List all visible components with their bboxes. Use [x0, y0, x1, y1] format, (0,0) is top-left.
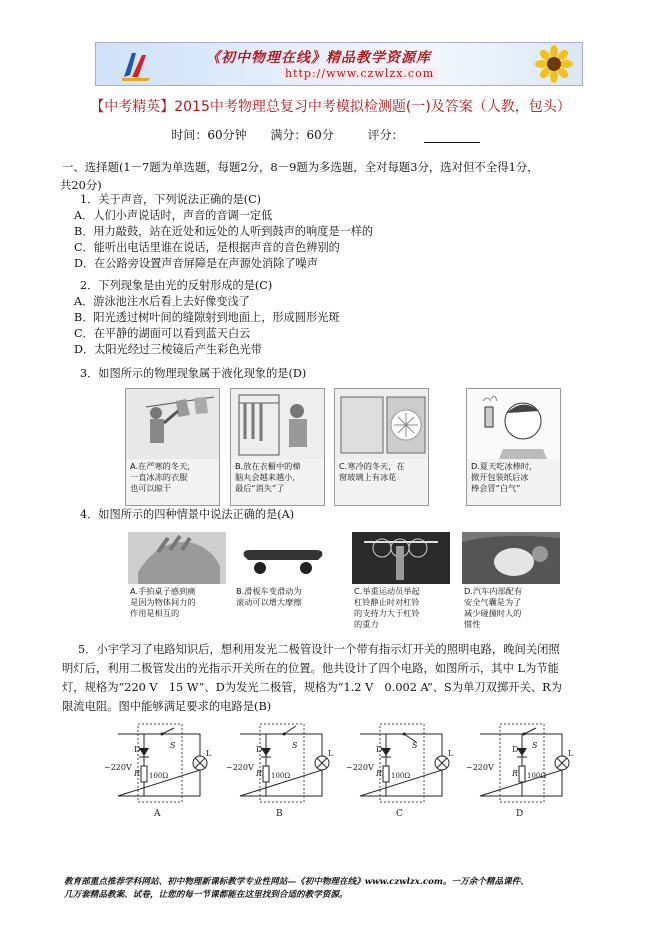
circuit-label: C: [396, 809, 403, 819]
total-score-label: 满分：60分: [270, 128, 334, 142]
option-c: C．能听出电话里谁在说话，是根据声音的音色辨别的: [74, 241, 340, 254]
section-intro-line2: 共20分): [60, 178, 102, 192]
diode-icon: [517, 748, 527, 756]
question-stem: 1．关于声音，下列说法正确的是(C): [80, 193, 262, 206]
switch-pivot: [403, 733, 406, 736]
diode-label: D: [134, 745, 141, 754]
section-intro-line1: 一、选择题(1－7题为单选题，每题2分，8－9题为多选题，全对每题3分，选对但不全得1分，: [62, 160, 539, 174]
q3-figure-a: [125, 388, 220, 506]
lamp-label: L: [448, 749, 454, 758]
score-label: 评分：: [367, 128, 404, 142]
question-5-line4: 限流电阻。图中能够满足要求的电路是(B): [62, 700, 272, 713]
lamp-label: L: [328, 749, 334, 758]
q4-figure-a: [128, 532, 226, 636]
voltage-label: ~220V: [104, 763, 132, 772]
option-d: D．在公路旁设置声音屏障是在声源处消除了噪声: [74, 257, 318, 270]
figure-caption: B.放在衣橱中的樟 脑丸会越来越小， 最后“消失”了: [235, 461, 301, 493]
diode-icon: [261, 748, 271, 756]
figure-caption: D.汽车内部配有 安全气囊是为了 减少碰撞时人的 惯性: [464, 586, 523, 629]
q4-figure-d: [462, 532, 560, 636]
resistor-icon: [263, 766, 269, 782]
voltage-label: ~220V: [346, 763, 374, 772]
header-banner: [95, 42, 583, 86]
voltage-label: ~220V: [226, 763, 254, 772]
voltage-label: ~220V: [466, 763, 494, 772]
switch-label: S: [292, 741, 298, 750]
switch-pivot: [161, 733, 164, 736]
lamp-label: L: [568, 749, 574, 758]
figure-caption: D.夏天吃冰棒时， 掀开包装纸后冰 棒会冒“白气”: [471, 461, 538, 493]
option-c: C．在平静的湖面可以看到蓝天白云: [74, 327, 251, 340]
switch-blade-icon: [524, 728, 536, 734]
circuit-label: B: [276, 809, 283, 819]
switch-housing: [138, 724, 182, 802]
diode-icon: [381, 748, 391, 756]
circuit-c: [346, 720, 456, 820]
option-a: A．游泳池注水后看上去好像变浅了: [74, 295, 250, 308]
question-3-stem: 3．如图所示的物理现象属于液化现象的是(D): [80, 367, 307, 380]
switch-blade-icon: [162, 728, 174, 734]
document-title: 【中考精英】2015中考物理总复习中考模拟检测题(一)及答案（人教，包头）: [90, 99, 571, 115]
option-b: B．阳光透过树叶间的缝隙射到地面上，形成圆形光斑: [74, 311, 340, 324]
resistor-icon: [383, 766, 389, 782]
diode-label: D: [256, 745, 263, 754]
score-field: [358, 128, 490, 142]
lamp-label: L: [206, 749, 212, 758]
circuit-d: [466, 720, 576, 820]
resistance-label: 100Ω: [391, 772, 411, 780]
resistance-label: 100Ω: [271, 772, 291, 780]
figure-caption: C.寒冷的冬天，在 窗玻璃上有冰花: [339, 461, 405, 482]
resistor-label: R: [376, 769, 383, 778]
banner-url[interactable]: http://www.czwlzx.com: [281, 67, 438, 80]
section-intro: [62, 158, 539, 194]
option-d: D．太阳光经过三棱镜后产生彩色光带: [74, 343, 262, 356]
circuit-label: A: [154, 809, 161, 819]
car-airbag-icon: [462, 532, 560, 584]
page-footer: [64, 876, 624, 902]
switch-label: S: [412, 741, 418, 750]
boy-popsicle-icon: [467, 389, 561, 459]
switch-pivot: [523, 733, 526, 736]
diode-icon: [139, 748, 149, 756]
q4-figure-b: [234, 532, 332, 636]
exam-meta: [0, 126, 661, 143]
question-1: [74, 192, 374, 272]
question-2: [74, 278, 340, 358]
switch-blade-icon: [284, 726, 296, 734]
footer-line2: 几万套精品教案、试卷，让您的每一节课都能在这里找到合适的教学资源。: [64, 890, 348, 900]
diode-label: D: [512, 745, 519, 754]
q4-figure-c: [352, 532, 450, 636]
resistor-label: R: [512, 769, 519, 778]
circuit-label: D: [516, 809, 524, 819]
figure-caption: B.滑板车变滑动为 滚动可以增大摩擦: [236, 586, 302, 607]
frozen-clothes-icon: [126, 389, 220, 459]
figure-caption: A.手拍桌子感到痛 是因为物体间力的 作用是相互的: [130, 586, 196, 618]
q3-figure-c: [334, 388, 429, 506]
resistance-label: 100Ω: [527, 772, 547, 780]
question-5-line3: 灯，规格为“220 V 15 W”、D为发光二极管，规格为“1.2 V 0.002 A”、S为单刀双掷开关、R为: [62, 681, 562, 694]
figure-caption: C.举重运动员举起 杠铃静止时对杠铃 的支持力大于杠铃 的重力: [354, 586, 420, 629]
switch-housing: [380, 724, 424, 802]
option-a: A．人们小声说话时，声音的音调一定低: [74, 209, 273, 222]
switch-housing: [260, 724, 304, 802]
q3-figure-b: [230, 388, 325, 506]
switch-pivot: [283, 733, 286, 736]
resistor-label: R: [134, 769, 141, 778]
site-logo-icon: [118, 47, 154, 83]
wardrobe-icon: [231, 389, 325, 459]
resistance-label: 100Ω: [149, 772, 169, 780]
option-b: B．用力敲鼓，站在近处和远处的人听到鼓声的响度是一样的: [74, 225, 374, 238]
resistor-icon: [141, 766, 147, 782]
switch-label: S: [532, 741, 538, 750]
banner-title: 《初中物理在线》精品教学资源库: [206, 50, 431, 66]
diode-label: D: [376, 745, 383, 754]
question-5-line2: 明灯后，利用二极管发出的光指示开关所在的位置。他共设计了四个电路，如图所示，其中 L为节能: [62, 662, 559, 675]
question-4-stem: 4．如图所示的四种情景中说法正确的是(A): [80, 508, 295, 521]
sunflower-icon: [532, 44, 576, 84]
score-blank: [424, 130, 480, 143]
resistor-label: R: [256, 769, 263, 778]
switch-label: S: [170, 741, 176, 750]
hand-on-table-icon: [128, 532, 226, 584]
question-5: [62, 640, 562, 716]
question-5-line1: 5．小宇学习了电路知识后，想利用发光二极管设计一个带有指示灯开关的照明电路，晚间关闭照: [78, 643, 560, 656]
weightlifter-icon: [352, 532, 450, 584]
time-label: 时间：60分钟: [171, 128, 247, 142]
circuit-a: [104, 720, 214, 820]
footer-line1: 教育部重点推荐学科网站、初中物理新课标教学专业性网站—《初中物理在线》www.czwlzx.com。一万余个精品课件、: [64, 877, 529, 887]
frosted-window-icon: [335, 389, 429, 459]
q3-figure-d: [466, 388, 561, 506]
question-stem: 2．下列现象是由光的反射形成的是(C): [80, 279, 273, 292]
circuit-b: [226, 720, 336, 820]
figure-caption: A.在严寒的冬天， 一直冰冻的衣服 也可以晾干: [130, 461, 196, 493]
skateboard-icon: [234, 532, 332, 584]
resistor-icon: [519, 766, 525, 782]
